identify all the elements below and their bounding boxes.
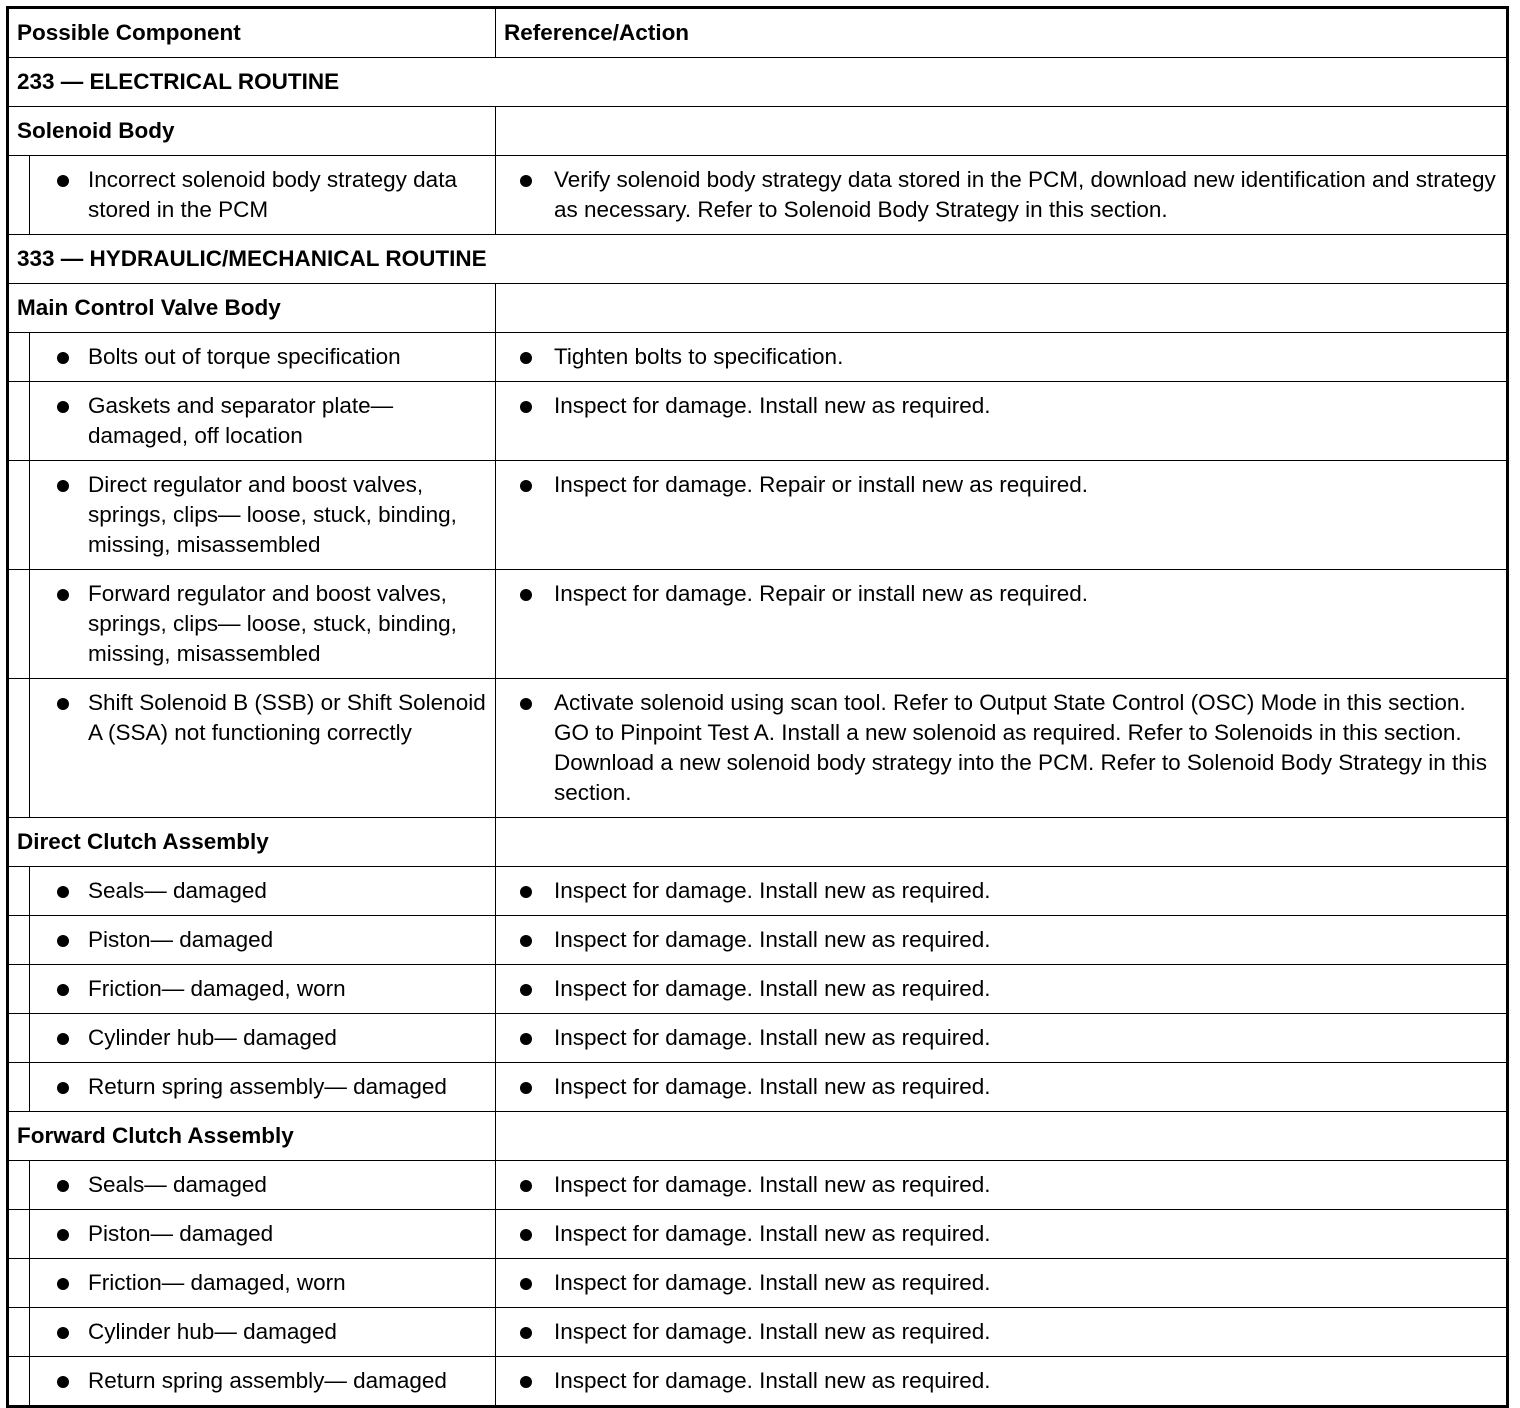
component-text: Cylinder hub— damaged bbox=[88, 1319, 337, 1344]
bullet-icon bbox=[57, 480, 69, 492]
group-title: Solenoid Body bbox=[8, 107, 496, 156]
component-text: Bolts out of torque specification bbox=[88, 344, 401, 369]
bullet-icon bbox=[57, 401, 69, 413]
indent-cell bbox=[8, 679, 30, 818]
action-cell bbox=[496, 679, 1508, 818]
table-row bbox=[8, 867, 1508, 916]
action-cell bbox=[496, 1210, 1508, 1259]
component-text: Friction— damaged, worn bbox=[88, 976, 346, 1001]
action-cell bbox=[496, 333, 1508, 382]
table-row bbox=[8, 1259, 1508, 1308]
table-row bbox=[8, 382, 1508, 461]
action-cell bbox=[496, 1308, 1508, 1357]
group-row bbox=[8, 818, 1508, 867]
action-cell bbox=[496, 156, 1508, 235]
action-text: Verify solenoid body strategy data stored in the PCM, download new identification and strategy as necessary. Refer to Solenoid Body Strategy in this section. bbox=[554, 167, 1496, 222]
bullet-icon bbox=[57, 1180, 69, 1192]
component-cell bbox=[30, 1259, 496, 1308]
component-text: Piston— damaged bbox=[88, 927, 274, 952]
action-text: Activate solenoid using scan tool. Refer to Output State Control (OSC) Mode in this section. GO to Pinpoint Test A. Install a new solenoid as required. Refer to Solenoids in this section. Download a new solenoid body strategy into the PCM. Refer to Solenoid Body Strategy in this section. bbox=[554, 690, 1488, 805]
component-item bbox=[30, 470, 487, 560]
component-item bbox=[30, 1366, 487, 1396]
component-text: Return spring assembly— damaged bbox=[88, 1074, 447, 1099]
action-item bbox=[496, 579, 1498, 609]
component-item bbox=[30, 579, 487, 669]
group-action-empty bbox=[496, 1112, 1508, 1161]
header-row bbox=[8, 8, 1508, 58]
header-component: Possible Component bbox=[8, 8, 496, 58]
action-text: Inspect for damage. Install new as required. bbox=[554, 927, 991, 952]
action-text: Inspect for damage. Install new as required. bbox=[554, 1221, 991, 1246]
group-row bbox=[8, 284, 1508, 333]
component-text: Return spring assembly— damaged bbox=[88, 1368, 447, 1393]
bullet-icon bbox=[57, 589, 69, 601]
indent-cell bbox=[8, 156, 30, 235]
action-text: Inspect for damage. Install new as required. bbox=[554, 1368, 991, 1393]
bullet-icon bbox=[520, 984, 532, 996]
action-item bbox=[496, 1366, 1498, 1396]
bullet-icon bbox=[520, 1082, 532, 1094]
component-item bbox=[30, 688, 487, 748]
action-item bbox=[496, 165, 1498, 225]
action-text: Inspect for damage. Install new as required. bbox=[554, 1319, 991, 1344]
action-cell bbox=[496, 461, 1508, 570]
table-row bbox=[8, 333, 1508, 382]
bullet-icon bbox=[520, 698, 532, 710]
component-item bbox=[30, 1219, 487, 1249]
group-row bbox=[8, 107, 1508, 156]
bullet-icon bbox=[57, 1376, 69, 1388]
component-text: Piston— damaged bbox=[88, 1221, 274, 1246]
component-cell bbox=[30, 156, 496, 235]
component-cell bbox=[30, 916, 496, 965]
bullet-icon bbox=[57, 1327, 69, 1339]
bullet-icon bbox=[520, 1278, 532, 1290]
bullet-icon bbox=[520, 480, 532, 492]
bullet-icon bbox=[57, 1278, 69, 1290]
bullet-icon bbox=[520, 589, 532, 601]
bullet-icon bbox=[520, 935, 532, 947]
component-cell bbox=[30, 1161, 496, 1210]
bullet-icon bbox=[520, 175, 532, 187]
table-row bbox=[8, 156, 1508, 235]
group-title: Main Control Valve Body bbox=[8, 284, 496, 333]
component-text: Seals— damaged bbox=[88, 1172, 267, 1197]
table-row bbox=[8, 1014, 1508, 1063]
action-text: Inspect for damage. Install new as required. bbox=[554, 1074, 991, 1099]
bullet-icon bbox=[520, 1229, 532, 1241]
component-cell bbox=[30, 1063, 496, 1112]
component-item bbox=[30, 342, 487, 372]
action-text: Inspect for damage. Install new as required. bbox=[554, 976, 991, 1001]
table-row bbox=[8, 679, 1508, 818]
component-item bbox=[30, 876, 487, 906]
component-text: Direct regulator and boost valves, springs, clips— loose, stuck, binding, missing, misassembled bbox=[88, 472, 457, 557]
component-cell bbox=[30, 461, 496, 570]
component-cell bbox=[30, 867, 496, 916]
bullet-icon bbox=[520, 886, 532, 898]
action-item bbox=[496, 1023, 1498, 1053]
action-item bbox=[496, 974, 1498, 1004]
action-cell bbox=[496, 867, 1508, 916]
action-item bbox=[496, 1317, 1498, 1347]
action-item bbox=[496, 1268, 1498, 1298]
header-action: Reference/Action bbox=[496, 8, 1508, 58]
section-row bbox=[8, 235, 1508, 284]
action-item bbox=[496, 876, 1498, 906]
component-item bbox=[30, 974, 487, 1004]
action-item bbox=[496, 470, 1498, 500]
action-text: Inspect for damage. Install new as required. bbox=[554, 1270, 991, 1295]
action-item bbox=[496, 688, 1498, 808]
indent-cell bbox=[8, 382, 30, 461]
section-row bbox=[8, 58, 1508, 107]
component-text: Forward regulator and boost valves, springs, clips— loose, stuck, binding, missing, misassembled bbox=[88, 581, 457, 666]
bullet-icon bbox=[57, 175, 69, 187]
action-cell bbox=[496, 1259, 1508, 1308]
action-cell bbox=[496, 916, 1508, 965]
component-cell bbox=[30, 679, 496, 818]
component-cell bbox=[30, 382, 496, 461]
action-text: Inspect for damage. Install new as required. bbox=[554, 393, 991, 418]
action-cell bbox=[496, 1161, 1508, 1210]
action-cell bbox=[496, 965, 1508, 1014]
component-item bbox=[30, 1317, 487, 1347]
bullet-icon bbox=[520, 1033, 532, 1045]
bullet-icon bbox=[57, 1082, 69, 1094]
action-cell bbox=[496, 1014, 1508, 1063]
component-cell bbox=[30, 333, 496, 382]
indent-cell bbox=[8, 916, 30, 965]
group-action-empty bbox=[496, 284, 1508, 333]
indent-cell bbox=[8, 461, 30, 570]
table-row bbox=[8, 461, 1508, 570]
bullet-icon bbox=[520, 1180, 532, 1192]
bullet-icon bbox=[57, 1033, 69, 1045]
group-title: Forward Clutch Assembly bbox=[8, 1112, 496, 1161]
table-row bbox=[8, 570, 1508, 679]
indent-cell bbox=[8, 1357, 30, 1407]
component-item bbox=[30, 1072, 487, 1102]
indent-cell bbox=[8, 1308, 30, 1357]
bullet-icon bbox=[520, 1376, 532, 1388]
bullet-icon bbox=[57, 886, 69, 898]
indent-cell bbox=[8, 1014, 30, 1063]
indent-cell bbox=[8, 1161, 30, 1210]
action-text: Inspect for damage. Install new as required. bbox=[554, 1025, 991, 1050]
action-item bbox=[496, 1219, 1498, 1249]
bullet-icon bbox=[57, 1229, 69, 1241]
action-text: Inspect for damage. Repair or install new as required. bbox=[554, 581, 1089, 606]
bullet-icon bbox=[57, 935, 69, 947]
diagnostic-table bbox=[6, 6, 1509, 1408]
table-row bbox=[8, 1308, 1508, 1357]
action-item bbox=[496, 1072, 1498, 1102]
group-title: Direct Clutch Assembly bbox=[8, 818, 496, 867]
component-text: Gaskets and separator plate— damaged, off location bbox=[88, 393, 394, 448]
action-cell bbox=[496, 382, 1508, 461]
action-text: Inspect for damage. Install new as required. bbox=[554, 878, 991, 903]
action-item bbox=[496, 1170, 1498, 1200]
component-text: Seals— damaged bbox=[88, 878, 267, 903]
indent-cell bbox=[8, 1210, 30, 1259]
bullet-icon bbox=[520, 352, 532, 364]
component-text: Cylinder hub— damaged bbox=[88, 1025, 337, 1050]
table-row bbox=[8, 916, 1508, 965]
component-cell bbox=[30, 1308, 496, 1357]
indent-cell bbox=[8, 570, 30, 679]
table-row bbox=[8, 965, 1508, 1014]
indent-cell bbox=[8, 867, 30, 916]
component-cell bbox=[30, 1357, 496, 1407]
component-text: Incorrect solenoid body strategy data stored in the PCM bbox=[88, 167, 457, 222]
component-text: Shift Solenoid B (SSB) or Shift Solenoid A (SSA) not functioning correctly bbox=[88, 690, 486, 745]
bullet-icon bbox=[57, 698, 69, 710]
component-cell bbox=[30, 1014, 496, 1063]
action-cell bbox=[496, 1063, 1508, 1112]
component-item bbox=[30, 1268, 487, 1298]
action-text: Inspect for damage. Install new as required. bbox=[554, 1172, 991, 1197]
component-text: Friction— damaged, worn bbox=[88, 1270, 346, 1295]
bullet-icon bbox=[57, 984, 69, 996]
action-cell bbox=[496, 570, 1508, 679]
component-cell bbox=[30, 1210, 496, 1259]
component-item bbox=[30, 1023, 487, 1053]
group-row bbox=[8, 1112, 1508, 1161]
component-item bbox=[30, 391, 487, 451]
component-cell bbox=[30, 965, 496, 1014]
table-row bbox=[8, 1161, 1508, 1210]
bullet-icon bbox=[57, 352, 69, 364]
section-title: 333 — HYDRAULIC/MECHANICAL ROUTINE bbox=[8, 235, 1508, 284]
action-text: Inspect for damage. Repair or install new as required. bbox=[554, 472, 1089, 497]
action-item bbox=[496, 342, 1498, 372]
component-item bbox=[30, 1170, 487, 1200]
table-row bbox=[8, 1063, 1508, 1112]
table-row bbox=[8, 1357, 1508, 1407]
diagnostic-table-body bbox=[8, 8, 1508, 1407]
group-action-empty bbox=[496, 818, 1508, 867]
action-text: Tighten bolts to specification. bbox=[554, 344, 844, 369]
table-row bbox=[8, 1210, 1508, 1259]
section-title: 233 — ELECTRICAL ROUTINE bbox=[8, 58, 1508, 107]
indent-cell bbox=[8, 333, 30, 382]
component-cell bbox=[30, 570, 496, 679]
indent-cell bbox=[8, 965, 30, 1014]
group-action-empty bbox=[496, 107, 1508, 156]
component-item bbox=[30, 165, 487, 225]
action-item bbox=[496, 925, 1498, 955]
component-item bbox=[30, 925, 487, 955]
bullet-icon bbox=[520, 401, 532, 413]
action-item bbox=[496, 391, 1498, 421]
indent-cell bbox=[8, 1063, 30, 1112]
bullet-icon bbox=[520, 1327, 532, 1339]
indent-cell bbox=[8, 1259, 30, 1308]
action-cell bbox=[496, 1357, 1508, 1407]
